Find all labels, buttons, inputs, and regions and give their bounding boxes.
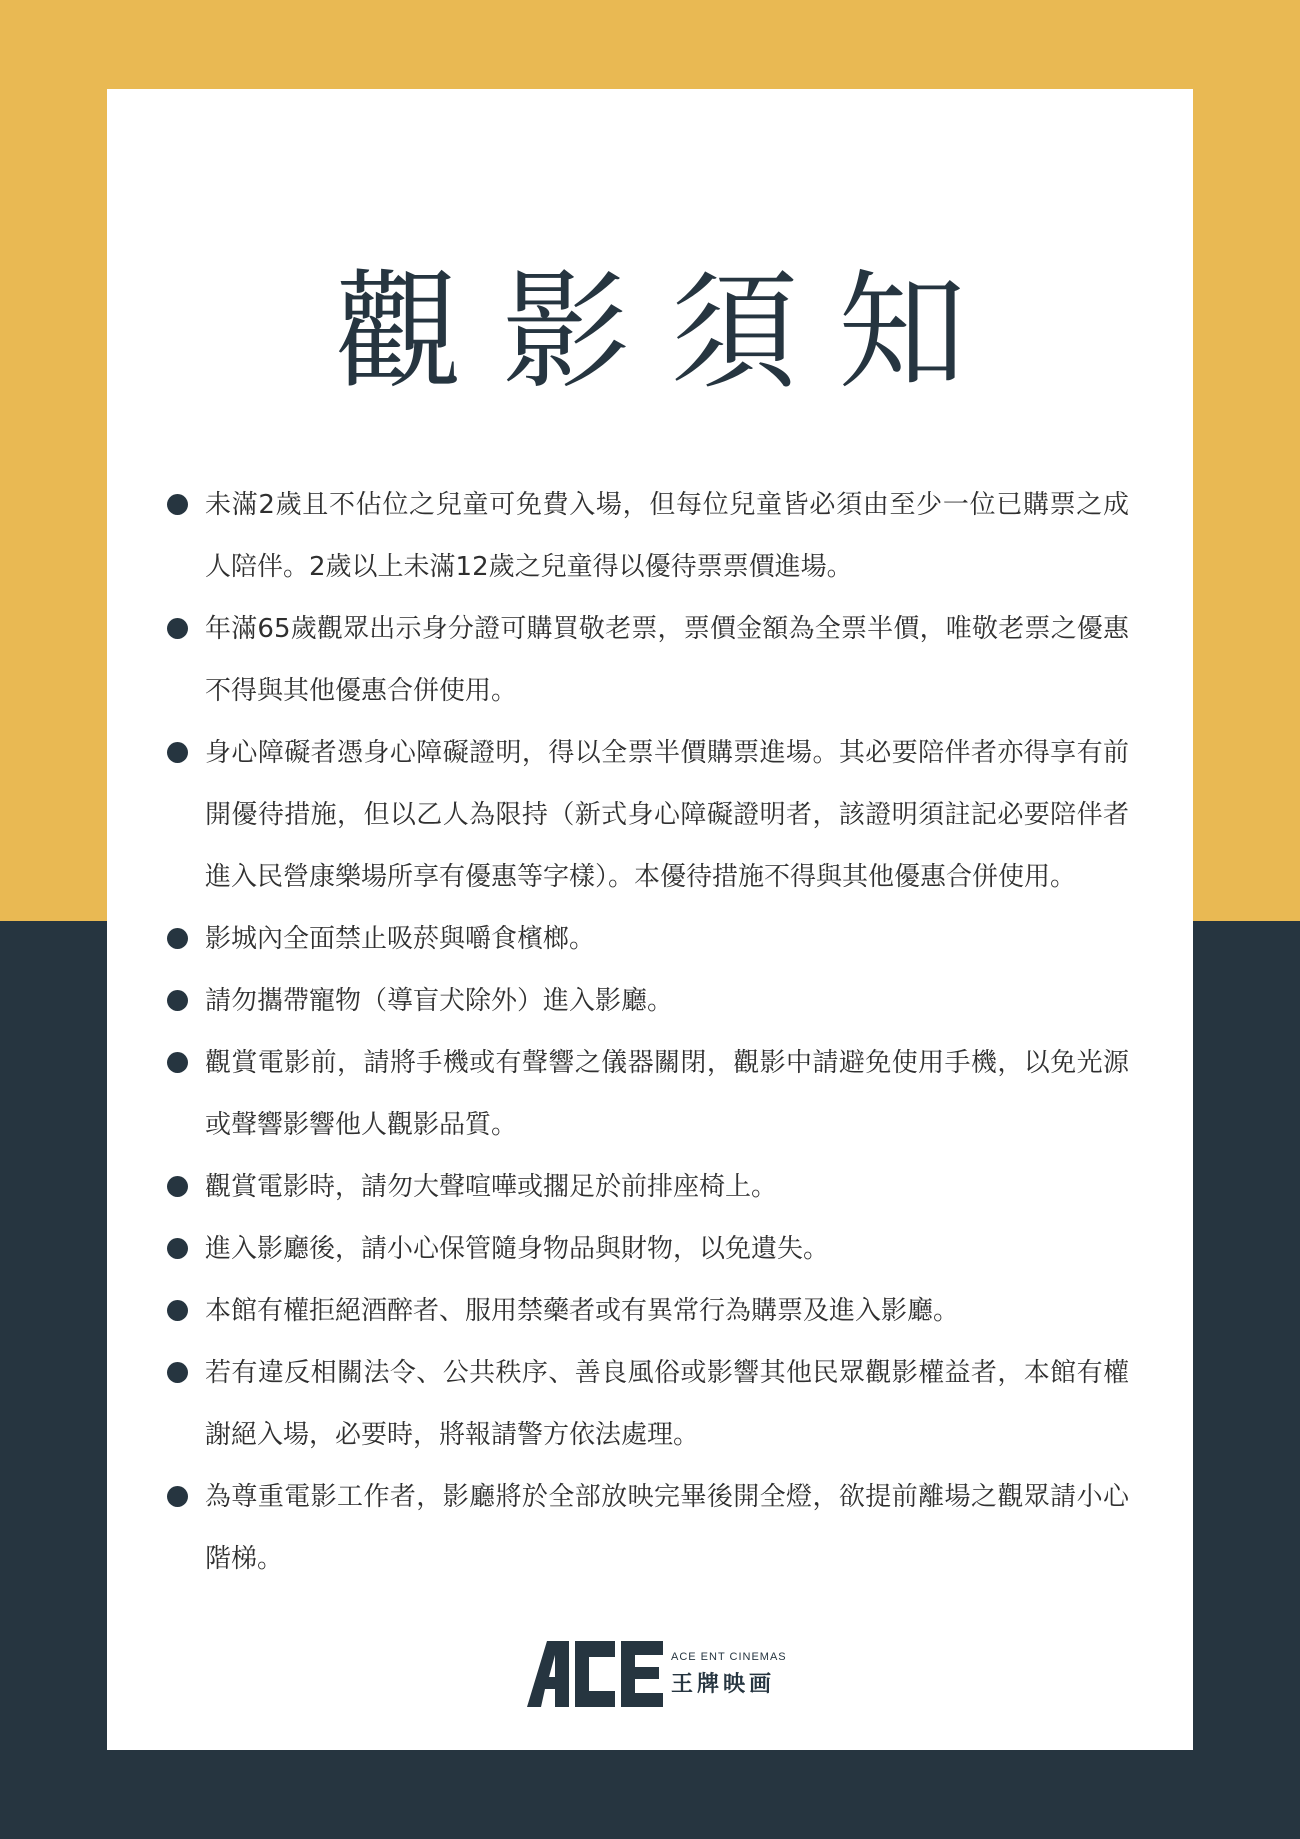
bullet-icon <box>167 1176 188 1197</box>
rule-text: 身心障礙者憑身心障礙證明，得以全票半價購票進場。其必要陪伴者亦得享有前開優待措施，但以乙人為限持（新式身心障礙證明者，該證明須註記必要陪伴者進入民營康樂場所享有優惠等字樣）。本優待措施不得與其他優惠合併使用。 <box>205 738 1129 892</box>
rule-item <box>167 1466 1129 1590</box>
rule-item <box>167 1280 1129 1342</box>
rule-item <box>167 1032 1129 1156</box>
rule-item <box>167 970 1129 1032</box>
bullet-icon <box>167 1362 188 1383</box>
rule-text: 本館有權拒絕酒醉者、服用禁藥者或有異常行為購票及進入影廳。 <box>205 1296 960 1326</box>
bullet-icon <box>167 618 188 639</box>
rule-item <box>167 722 1129 908</box>
rule-text: 請勿攜帶寵物（導盲犬除外）進入影廳。 <box>205 986 674 1016</box>
rules-list <box>167 474 1129 1590</box>
rule-item <box>167 598 1129 722</box>
brand-logo <box>525 1637 785 1709</box>
bullet-icon <box>167 1238 188 1259</box>
logo-chinese-text: 王牌映画 <box>671 1672 776 1697</box>
page-title: 觀影須知 <box>333 258 1006 407</box>
bullet-icon <box>167 494 188 515</box>
bullet-icon <box>167 1486 188 1507</box>
rule-item <box>167 1342 1129 1466</box>
rule-item <box>167 1156 1129 1218</box>
rule-text: 觀賞電影前，請將手機或有聲響之儀器關閉，觀影中請避免使用手機，以免光源或聲響影響他人觀影品質。 <box>205 1048 1129 1140</box>
rule-item <box>167 1218 1129 1280</box>
rule-text: 觀賞電影時，請勿大聲喧嘩或擱足於前排座椅上。 <box>205 1172 778 1202</box>
bullet-icon <box>167 1052 188 1073</box>
rule-text: 為尊重電影工作者，影廳將於全部放映完畢後開全燈，欲提前離場之觀眾請小心階梯。 <box>205 1482 1129 1574</box>
bullet-icon <box>167 1300 188 1321</box>
notice-card <box>107 89 1193 1750</box>
bullet-icon <box>167 742 188 763</box>
rule-text: 影城內全面禁止吸菸與嚼食檳榔。 <box>205 924 596 954</box>
rule-item <box>167 474 1129 598</box>
logo-english-text: ACE ENT CINEMAS <box>671 1651 787 1663</box>
bullet-icon <box>167 928 188 949</box>
rule-item <box>167 908 1129 970</box>
ace-logo-mark-icon <box>525 1637 665 1709</box>
bullet-icon <box>167 990 188 1011</box>
rule-text: 若有違反相關法令、公共秩序、善良風俗或影響其他民眾觀影權益者，本館有權謝絕入場，必要時，將報請警方依法處理。 <box>205 1358 1129 1450</box>
rule-text: 年滿65歲觀眾出示身分證可購買敬老票，票價金額為全票半價，唯敬老票之優惠不得與其他優惠合併使用。 <box>205 614 1129 706</box>
rule-text: 進入影廳後，請小心保管隨身物品與財物，以免遺失。 <box>205 1234 830 1264</box>
rule-text: 未滿2歲且不佔位之兒童可免費入場，但每位兒童皆必須由至少一位已購票之成人陪伴。2歲以上未滿12歲之兒童得以優待票票價進場。 <box>205 490 1129 582</box>
